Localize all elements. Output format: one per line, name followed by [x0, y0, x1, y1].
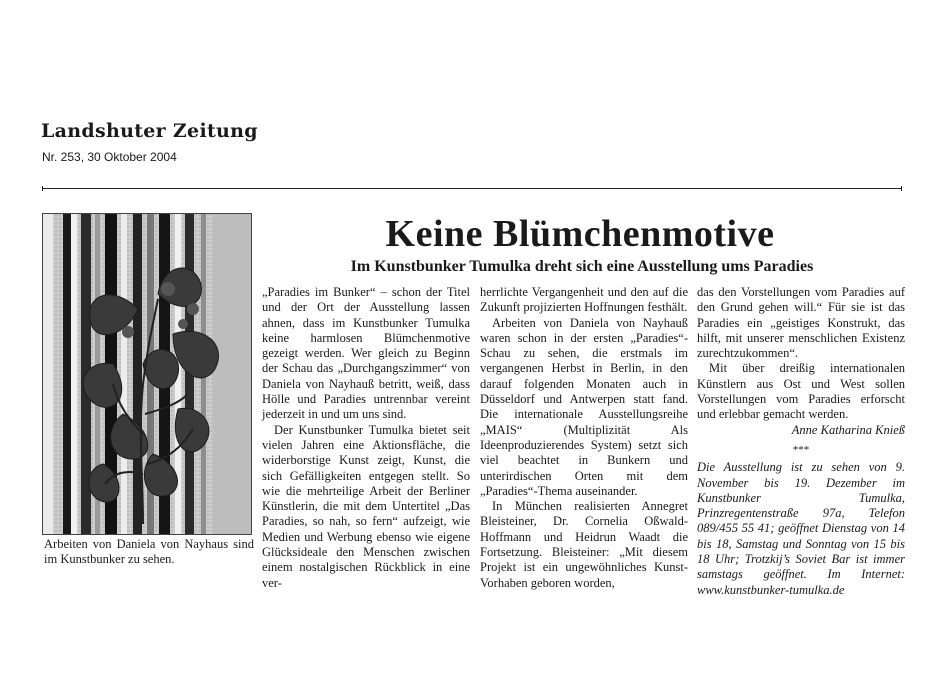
paragraph: Mit über dreißig internationalen Künstlern aus Ost und West sollen Vorstellungen vom Paradies erforscht und erlebbar gemacht werden. [697, 361, 905, 422]
article-author: Anne Katharina Knieß [791, 422, 905, 437]
paragraph: In München realisierten Annegret Bleisteiner, Dr. Cornelia Oßwald-Hoffmann und Heidrun Waadt die Fortsetzung. Bleisteiner: „Mit diesem Projekt ist ein ungewöhnliches Kunst-Vorhaben geboren worden, [480, 499, 688, 590]
article-column-1 [262, 285, 470, 591]
article-column-2 [480, 285, 688, 591]
exhibition-info: Die Ausstellung ist zu sehen von 9. November bis 19. Dezember im Kunstbunker Tumulka, Prinzregentenstraße 97a, Telefon 089/455 55 41; geöffnet Dienstag von 14 bis 18, Samstag und Sonntag von 15 bis 18 Uhr; Trotzkij’s Soviet Bar ist immer samstags geöffnet. Im Internet: www.kunstbunker-tumulka.de [697, 460, 905, 597]
header-rule [42, 188, 902, 189]
issue-date: Nr. 253, 30 Oktober 2004 [42, 150, 177, 164]
article-headline: Keine Blümchenmotive [385, 213, 775, 255]
paragraph: das den Vorstellungen vom Paradies auf den Grund gehen will.“ Für sie ist das Paradies ein „geistiges Konstrukt, das hilft, mit unserer menschlichen Existenz zurechtzukommen“. [697, 285, 905, 361]
photo-caption: Arbeiten von Daniela von Nayhaus sind im Kunstbunker zu sehen. [44, 537, 254, 566]
article-column-3 [697, 285, 905, 598]
article-subheadline: Im Kunstbunker Tumulka dreht sich eine Ausstellung ums Paradies [350, 258, 814, 275]
section-divider: *** [792, 443, 810, 456]
paragraph: „Paradies im Bunker“ – schon der Titel und der Ort der Ausstellung lassen ahnen, dass im Kunstbunker Tumulka keine harmlosen Blümchenmotive gezeigt werden. Wer gleich zu Beginn der Schau das „Durchgangszimmer“ von Daniela von Nayhauß betritt, weiß, dass Hölle und Paradies untrennbar vereint jederzeit in und um uns sind. [262, 285, 470, 422]
flower-artwork-icon [43, 214, 251, 534]
paragraph: Arbeiten von Daniela von Nayhauß waren schon in der ersten „Paradies“-Schau zu sehen, die erstmals im vergangenen Herbst in Berlin, in den darauf folgenden Monaten auch in Düsseldorf und Antwerpen statt fand. Die internationale Ausstellungsreihe „MAIS“ (Multiplizität Als Ideenproduzierendes System) setzt sich viel beachtet in Bunkern und unterirdischen Orten mit dem „Paradies“-Thema auseinander. [480, 315, 688, 498]
article-photo [42, 213, 252, 535]
newspaper-masthead: Landshuter Zeitung [41, 120, 258, 142]
paragraph: Der Kunstbunker Tumulka bietet seit vielen Jahren eine Aktionsfläche, die widerborstige Kunst zeigt, Kunst, die sich Gefälligkeiten entgegen stellt. So wie die mehrteilige Arbeit der Berliner Künstlerin, die mit dem Untertitel „Das Paradies, so nah, so fern“ aufzeigt, wie Medien und Werbung ebenso wie eigene Glücksideale den Menschen zwischen einem nostalgischen Rückblick in eine ver- [262, 422, 470, 590]
paragraph: herrlichte Vergangenheit und den auf die Zukunft projizierten Hoffnungen festhält. [480, 285, 688, 315]
